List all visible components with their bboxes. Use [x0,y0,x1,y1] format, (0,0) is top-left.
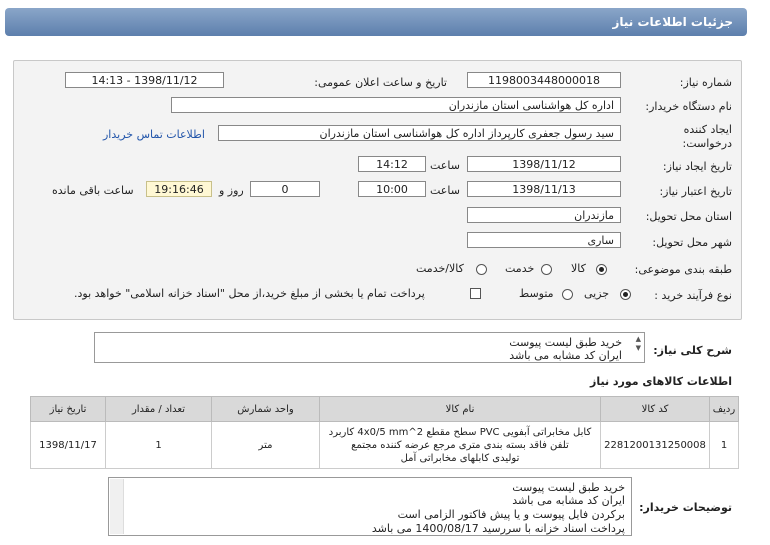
remaining-time-field: 19:16:46 [146,181,212,197]
col-unit: واحد شمارش [212,397,320,422]
cell-name-line: کابل مخابراتی آبفویی PVC سطح مقطع 2^4x0/5 mm کاربرد [328,426,592,438]
city-label: شهر محل تحویل: [652,236,732,249]
cell-unit: متر [212,422,320,469]
province-label: استان محل تحویل: [645,210,732,223]
col-date: تاریخ نیاز [31,397,106,422]
treasury-payment-checkbox[interactable] [470,288,481,299]
created-time-label: ساعت [430,159,460,172]
scroll-arrows-icon[interactable]: ▲ ▼ [635,335,641,352]
cell-date: 1398/11/17 [31,422,106,469]
creator-label-2: درخواست: [682,137,732,150]
cell-name-line: تلفن فاقد بسته بندی متری مرجع عرضه کننده مجتمع [351,439,569,451]
notes-line: خرید طبق لیست پیوست [512,481,625,494]
process-label: نوع فرآیند خرید : [654,289,732,302]
need-number-field: 1198003448000018 [467,72,621,88]
announce-field: 1398/11/12 - 14:13 [65,72,224,88]
summary-line: خرید طبق لیست پیوست [509,336,622,349]
buyer-contact-link[interactable]: اطلاعات تماس خریدار [103,128,205,141]
cell-qty: 1 [106,422,212,469]
created-date-label: تاریخ ایجاد نیاز: [662,160,732,173]
buyer-label: نام دستگاه خریدار: [645,100,732,113]
cell-name [320,422,601,469]
table-row [31,422,739,469]
need-number-label: شماره نیاز: [679,76,732,89]
col-name: نام کالا [320,397,601,422]
remaining-days-field: 0 [250,181,320,197]
category-goods-label: کالا [571,262,586,275]
announce-label: تاریخ و ساعت اعلان عمومی: [314,76,447,89]
category-label: طبقه بندی موضوعی: [634,263,732,276]
buyer-field: اداره کل هواشناسی استان مازندران [171,97,621,113]
summary-line: ایران کد مشابه می باشد [509,349,622,362]
buyer-notes-label: توضیحات خریدار: [639,501,732,514]
page-title: جزئیات اطلاعات نیاز [612,15,733,29]
category-both-label: کالا/خدمت [416,262,464,275]
summary-textarea[interactable] [94,332,645,363]
treasury-payment-note: پرداخت تمام یا بخشی از مبلغ خرید،از محل "اسناد خزانه اسلامی" خواهد بود. [74,287,425,300]
notes-scrollbar[interactable] [110,479,124,534]
created-date-field: 1398/11/12 [467,156,621,172]
validity-date-label: تاریخ اعتبار نیاز: [659,185,732,198]
page-header [5,8,747,36]
notes-line: برکردن فایل پیوست و یا پیش فاکتور الزامی است [397,508,625,521]
province-field: مازندران [467,207,621,223]
process-minor-radio[interactable] [620,289,631,300]
city-field: ساری [467,232,621,248]
created-time-field: 14:12 [358,156,426,172]
process-medium-label: متوسط [519,287,554,300]
process-medium-radio[interactable] [562,289,573,300]
creator-label-1: ایجاد کننده [683,123,732,136]
creator-field: سید رسول جعفری کارپرداز اداره کل هواشناسی استان مازندران [218,125,621,141]
category-service-label: خدمت [505,262,535,275]
col-qty: تعداد / مقدار [106,397,212,422]
days-label: روز و [219,184,244,197]
cell-name-line: تولیدی کابلهای مخابراتی آمل [400,452,520,464]
validity-date-field: 1398/11/13 [467,181,621,197]
col-code: کد کالا [601,397,710,422]
buyer-notes-textarea[interactable] [108,477,632,536]
cell-code: 2281200131250008 [601,422,710,469]
remaining-time-label: ساعت باقی مانده [52,184,134,197]
cell-row: 1 [710,422,739,469]
category-both-radio[interactable] [476,264,487,275]
notes-line: پرداخت اسناد خزانه با سررسید 1400/08/17 می باشد [371,522,625,535]
category-goods-radio[interactable] [596,264,607,275]
col-row: ردیف [710,397,739,422]
process-minor-label: جزیی [584,287,610,300]
summary-label: شرح کلی نیاز: [653,344,732,357]
validity-time-label: ساعت [430,184,460,197]
notes-line: ایران کد مشابه می باشد [512,494,625,507]
goods-table [30,396,739,469]
validity-time-field: 10:00 [358,181,426,197]
category-service-radio[interactable] [541,264,552,275]
goods-section-title: اطلاعات کالاهای مورد نیاز [590,375,732,388]
